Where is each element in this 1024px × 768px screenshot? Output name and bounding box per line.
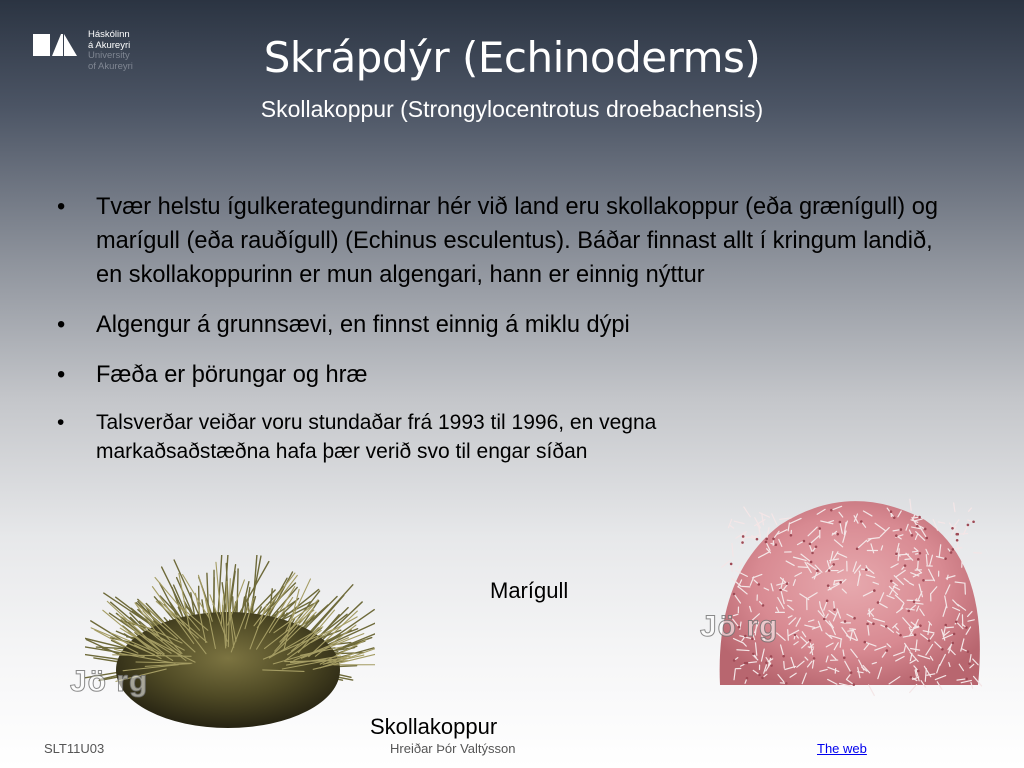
logo-line-1: Háskólinn: [88, 29, 130, 40]
bullet-list: [54, 190, 959, 482]
image-watermark: Jö rg: [70, 665, 149, 698]
green-sea-urchin-image: [70, 555, 375, 740]
bullet-text: Fæða er þörungar og hræ: [96, 362, 368, 388]
bullet-text: Talsverðar veiðar voru stundaðar frá 1993 til 1996, en vegna markaðsaðstæðna hafa þær verið svo til engar síðan: [96, 411, 657, 463]
slide-subtitle: Skollakoppur (Strongylocentrotus droebachensis): [260, 96, 764, 122]
red-sea-urchin-image: [700, 485, 1000, 715]
footer-author: Hreiðar Þór Valtýsson: [390, 741, 516, 756]
footer-link-wrap: [817, 741, 867, 756]
bullet-item: [54, 358, 959, 392]
bullet-dot-icon: •: [57, 411, 65, 434]
bullet-dot-icon: •: [57, 194, 66, 220]
caption-skollakoppur: Skollakoppur: [370, 714, 498, 739]
caption-marigull: Marígull: [490, 578, 569, 603]
slide-title: Skrápdýr (Echinoderms): [263, 33, 761, 82]
bullet-text: Algengur á grunnsævi, en finnst einnig á miklu dýpi: [96, 312, 630, 338]
bullet-item: [54, 408, 816, 466]
logo-line-3: University: [88, 50, 130, 61]
bullet-item: [54, 308, 959, 342]
bullet-dot-icon: •: [57, 312, 66, 338]
green-sea-urchin-illustration: [85, 555, 375, 740]
bullet-item: [54, 190, 959, 292]
image-watermark: Jö rg: [700, 610, 779, 643]
bullet-text: Tvær helstu ígulkerategundirnar hér við land eru skollakoppur (eða grænígull) og marígull (eða rauðígull) (Echinus esculentus). Báðar finnast allt í kringum landið, en skollakoppurinn er mun algengari, hann er einnig nýttur: [96, 194, 938, 288]
logo-line-2: á Akureyri: [88, 39, 131, 51]
web-link[interactable]: The web: [817, 741, 867, 756]
logo-line-4: of Akureyri: [88, 60, 133, 72]
bullet-dot-icon: •: [57, 362, 66, 388]
red-sea-urchin-illustration: [700, 485, 1000, 715]
footer-course-code: SLT11U03: [44, 741, 105, 756]
